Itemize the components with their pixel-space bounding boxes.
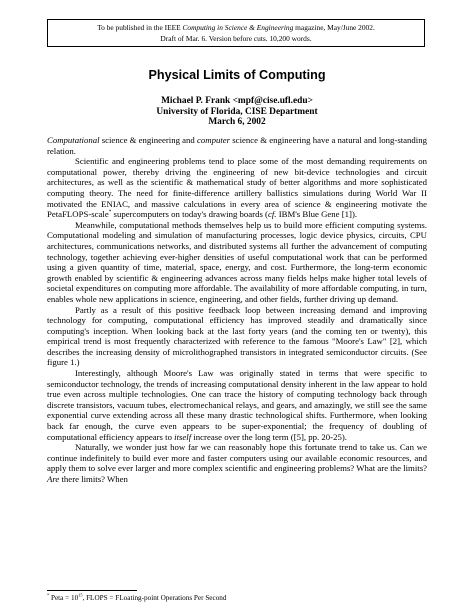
paragraph-2: Scientific and engineering problems tend to place some of the most demanding requirements on computational power, thereby driving the engineering of new bit-device technologies and circuit architectures, as well as the scientific & mathematical study of better algorithms and more sophisticated computing theory. The need for finite-difference artillery ballistics simulations during World War II motivated the ENIAC, and massive calculations in every area of science & engineering motivate the PetaFLOPS-scale* supercomputers on today's drawing boards (cf. IBM's Blue Gene [1]).	[47, 156, 427, 220]
author-block	[0, 96, 474, 128]
author-name-email: Michael P. Frank <mpf@cise.ufl.edu>	[161, 96, 313, 106]
notice-line-2: Draft of Mar. 6. Version before cuts. 10,200 words.	[160, 33, 312, 43]
paragraph-6: Naturally, we wonder just how far we can reasonably hope this fortunate trend to take us. Can we continue indefinitely to build ever more and faster computers using our available economic resources, and apply them to solve ever larger and more complex scientific and engineering problems? What are the limits? Are there limits? When	[47, 442, 427, 484]
paragraph-1: Computational science & engineering and computer science & engineering have a natural and long-standing relation.	[47, 135, 427, 156]
paragraph-4: Partly as a result of this positive feedback loop between increasing demand and improving technology for computing, computational efficiency has improved steadily and dramatically since computing's inception. When looking back at the last forty years (and the coming ten or twenty), this empirical trend is most frequently characterized with reference to the famous "Moore's Law" [2], which describes the increasing density of microlithographed transistors in integrated semiconductor circuits. (See figure 1.)	[47, 304, 427, 368]
footnote-divider	[47, 590, 137, 591]
footnote-marker: *	[108, 209, 112, 216]
footnote: * Peta = $10^{15}$, FLOPS = FLoating-point Operations Per Second	[47, 592, 227, 602]
paper-body	[47, 135, 427, 485]
paper-date: March 6, 2002	[208, 117, 266, 128]
notice-line-1: To be published in the IEEE Computing in Science & Engineering magazine, May/June 2002.	[97, 23, 375, 32]
paragraph-3: Meanwhile, computational methods themselves help us to build more efficient computing systems. Computational modeling and simulation of manufacturing processes, logic device physics, circuits, CPU architectures, communications networks, and distributed systems all further the advancement of computing technology, together achieving ever-higher densities of useful computational work that can be performed using a given quantity of time, material, space, energy, and cost. Furthermore, the long-term economic growth enabled by scientific & engineering advances across many fields helps make higher total levels of societal expenditures on computing more affordable. The availability of more affordable computing, in turn, enables whole new applications in science, engineering, and other fields, further driving up demand.	[47, 219, 427, 304]
publication-notice	[47, 19, 425, 47]
paragraph-5: Interestingly, although Moore's Law was originally stated in terms that were specific to semiconductor technology, the trends of increasing computational density inherent in the law appear to hold true even across multiple technologies. One can trace the history of computing technology back through discrete transistors, vacuum tubes, electromechanical relays, and gears, and amazingly, we still see the same exponential curve extending across all these many drastic technological shifts. Furthermore, when looking back far enough, the curve even appears to be super-exponential; the frequency of doubling of computational efficiency appears to itself increase over the long term ([5], pp. 20-25).	[47, 368, 427, 442]
paper-title: Physical Limits of Computing	[148, 68, 326, 82]
author-affiliation: University of Florida, CISE Department	[156, 106, 318, 117]
